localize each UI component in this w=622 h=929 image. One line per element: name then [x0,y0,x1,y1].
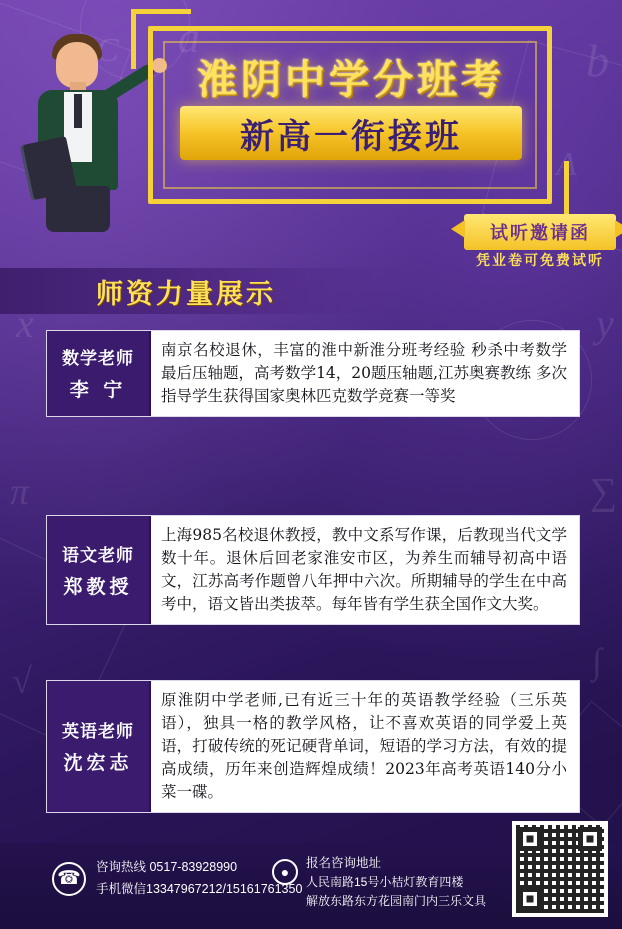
qr-eye [518,887,542,911]
footer-address-block [272,853,486,911]
decor-glyph: y [596,301,614,346]
decor-glyph: x [16,301,34,346]
footer-address-title: 报名咨询地址 [306,856,382,870]
qr-eye [518,827,542,851]
page-subtitle-banner [180,106,522,160]
section-title: 师资力量展示 [96,278,276,310]
phone-icon: ☎ [52,862,86,896]
qr-eye [578,827,602,851]
page-subtitle: 新高一衔接班 [240,116,462,157]
decor-glyph: ∑ [590,471,618,513]
title-block [140,18,604,268]
teacher-name-box [47,331,151,416]
teacher-name: 沈宏志 [63,752,133,775]
footer-address-line-1: 人民南路15号小桔灯教育四楼 [306,875,464,889]
decor-glyph: A [556,146,577,183]
location-pin-icon: ● [272,859,298,885]
decor-glyph: π [10,471,30,513]
decor-glyph: b [586,35,609,86]
teacher-name-box [47,681,151,812]
teacher-name: 李 宁 [69,379,127,402]
qr-code-icon[interactable] [512,821,608,917]
invitation-ribbon: 试听邀请函 [464,214,616,250]
teacher-name-box [47,516,151,624]
footer-phone-block [52,857,302,901]
footer-address-line-2: 解放东路东方花园南门内三乐文具 [306,894,487,909]
teacher-description: 原淮阴中学老师,已有近三十年的英语教学经验（三乐英语），独具一格的教学风格，让不喜欢英语的同学爱上英语，打破传统的死记硬背单词，短语的学习方法，有效的提高成绩，历年来创造辉煌成绩！2023年高考英语140分小菜一碟。 [161,691,567,801]
teacher-description: 南京名校退休，丰富的淮中新淮分班考经验 秒杀中考数学最后压轴题，高考数学14，20题压轴题,江苏奥赛教练 多次指导学生获得国家奥林匹克数学竞赛一等奖 [161,341,567,405]
illustration-tie [74,94,82,128]
teacher-role: 英语老师 [62,722,134,743]
decor-glyph: √ [12,661,32,701]
teacher-description: 上海985名校退休教授，教中文系写作课，后教现当代文学数十年。退休后回老家淮安市区，为养生而辅导初高中语文，江苏高考作题曾八年押中六次。所期辅导的学生在中高考中，语文皆出类拔萃。每年皆有学生获全国作文大奖。 [161,526,567,613]
teacher-role: 数学老师 [62,349,134,370]
section-header [0,268,406,314]
teacher-role: 语文老师 [62,545,134,566]
footer-hotline: 咨询热线 0517-83928990 [96,860,238,874]
decor-glyph: C [96,32,119,69]
teacher-name: 郑教授 [63,575,133,598]
footer [0,843,622,929]
page-title: 淮阴中学分班考 [197,57,505,103]
illustration-legs [46,186,110,232]
decor-glyph: ∫ [592,641,602,681]
invitation-note: 凭业卷可免费试听 [476,252,604,268]
teacher-card [46,515,580,625]
footer-mobile: 手机微信13347967212/15161761350 [96,881,303,896]
decor-glyph: a [178,13,200,62]
teacher-card [46,680,580,813]
title-frame-corner [509,161,569,221]
teacher-card [46,330,580,417]
